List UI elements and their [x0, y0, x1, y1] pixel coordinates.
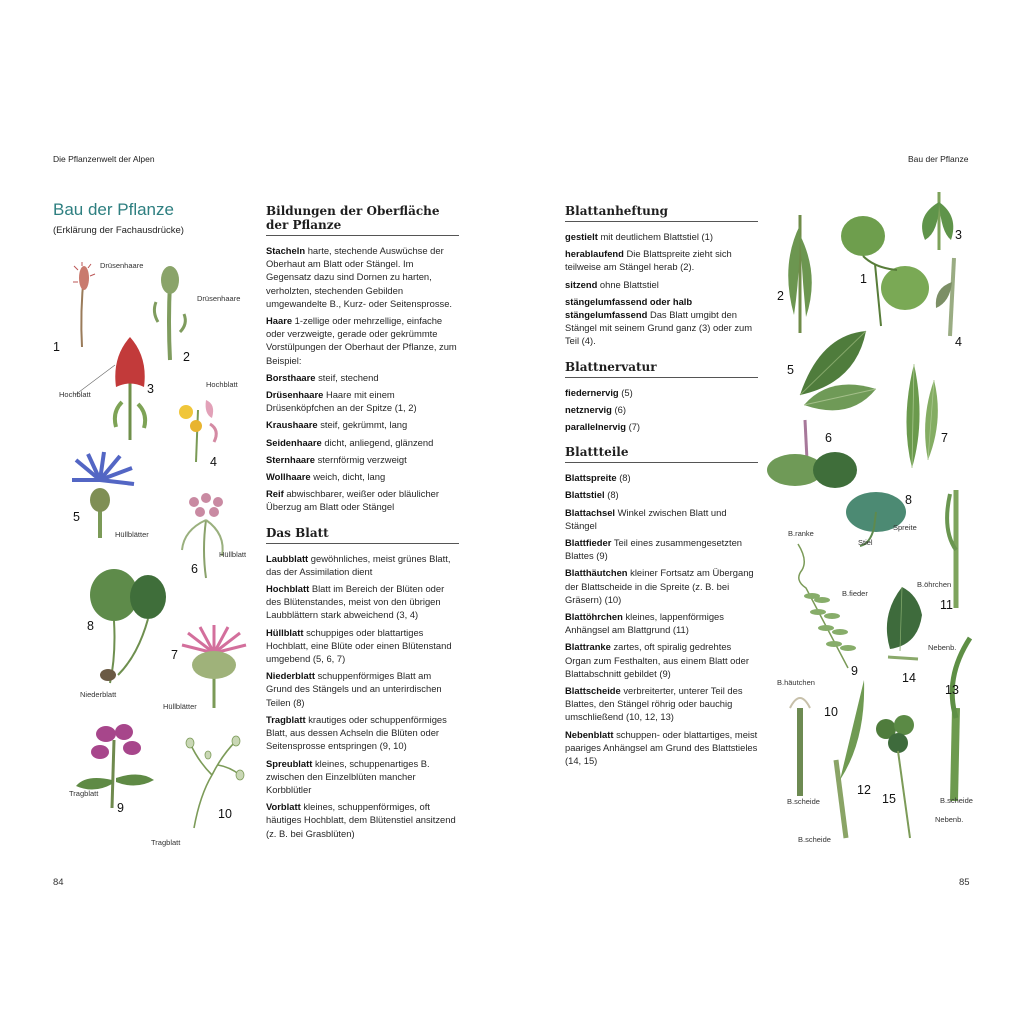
illustration-10-branching-plant: [178, 735, 248, 830]
illustration-r8-leaf-blade-stalk: [842, 488, 912, 548]
glossary-definition: weich, dicht, lang: [313, 471, 386, 483]
glossary-entry: [565, 247, 758, 273]
section-heading: Bildungen der Oberfläche der Pflanze: [266, 204, 459, 236]
fig-number-3: 3: [147, 382, 154, 396]
glossary-definition: kleines, schuppenförmiges, oft häutiges Hochblatt, dem Blütenstiel ansitzend (z. B. bei Grasblüten): [266, 801, 456, 839]
glossary-entry: [266, 800, 459, 840]
illustration-r13-grass-sheath: [934, 638, 974, 803]
glossary-definition: kleines, schuppenartiges B. zwischen den Einzelblüten mancher Korbblütler: [266, 757, 430, 795]
glossary-definition: schuppen- oder blattartiges, meist paariges Anhängsel am Grund des Blattstieles (14, 15): [565, 728, 758, 767]
illustration-5-cornflower: [62, 450, 142, 540]
glossary-term: Drüsenhaare: [266, 389, 324, 401]
glossary-term: Vorblatt: [266, 801, 301, 813]
fig-number-r4: 4: [955, 335, 962, 349]
fig-number-4: 4: [210, 455, 217, 469]
glossary-term: Blattfieder: [565, 537, 612, 549]
section-heading: Blattanheftung: [565, 204, 758, 222]
fig-number-r7: 7: [941, 431, 948, 445]
label-nebenb-15: Nebenb.: [935, 815, 964, 824]
glossary-entry: [266, 626, 459, 666]
page-title: Bau der Pflanze: [53, 200, 174, 219]
glossary-entry: [565, 488, 758, 501]
label-bscheide-12: B.scheide: [798, 835, 831, 844]
label-huellblatt-6: Hüllblatt: [219, 550, 247, 559]
glossary-definition: steif, gekrümmt, lang: [320, 419, 408, 431]
glossary-entry: [266, 436, 459, 449]
fig-number-7: 7: [171, 648, 178, 662]
glossary-term: Reif: [266, 488, 284, 500]
fig-number-r8: 8: [905, 493, 912, 507]
label-tragblatt-9: Tragblatt: [69, 789, 99, 798]
glossary-definition: 1-zellige oder mehrzellige, einfache oder verzweigte, gerade oder gekrümmte Vorstülpungen der Oberhaut der Pflanze, zum Beispiel:: [266, 315, 457, 366]
glossary-entry: [266, 552, 459, 578]
glossary-entry: [266, 418, 459, 431]
glossary-term: Seidenhaare: [266, 436, 322, 448]
glossary-entry: [565, 420, 758, 433]
running-head-left: Die Pflanzenwelt der Alpen: [53, 154, 155, 164]
glossary-term: Laubblatt: [266, 552, 309, 564]
fig-number-10: 10: [218, 807, 232, 821]
glossary-term: fiedernervig: [565, 386, 619, 398]
page-number-left: 84: [53, 877, 64, 888]
glossary-term: Spreublatt: [266, 757, 313, 769]
illustration-r6-net-veined-leaves: [765, 420, 865, 495]
glossary-definition: ohne Blattstiel: [599, 278, 659, 290]
glossary-entry: [266, 453, 459, 466]
glossary-entry: [565, 640, 758, 680]
illustration-r10-grass-ligule: [780, 688, 820, 798]
glossary-term: Nebenblatt: [565, 728, 614, 740]
glossary-term: Haare: [266, 315, 293, 327]
glossary-term: Hochblatt: [266, 583, 310, 595]
fig-number-9: 9: [117, 801, 124, 815]
fig-number-r5: 5: [787, 363, 794, 377]
glossary-term: gestielt: [565, 231, 598, 242]
glossary-definition: gewöhnliches, meist grünes Blatt, das der Assimilation dient: [266, 552, 451, 577]
glossary-term: Stacheln: [266, 245, 306, 256]
glossary-term: Wollhaare: [266, 471, 311, 483]
fig-number-r1: 1: [860, 272, 867, 286]
label-bscheide-13: B.scheide: [940, 796, 973, 805]
fig-number-5: 5: [73, 510, 80, 524]
glossary-definition: Haare mit einem Drüsenköpfchen an der Spitze (1, 2): [266, 389, 417, 414]
label-spreite: Spreite: [893, 523, 917, 532]
fig-number-r6: 6: [825, 431, 832, 445]
fig-number-r15: 15: [882, 792, 896, 806]
label-huellblaetter-7: Hüllblätter: [163, 702, 197, 711]
glossary-term: Blattranke: [565, 641, 611, 653]
page-subtitle: (Erklärung der Fachausdrücke): [53, 225, 184, 236]
label-niederblatt-8: Niederblatt: [80, 690, 117, 699]
illustration-r5-pinnate-veined-leaves: [790, 325, 880, 425]
glossary-term: herablaufend: [565, 248, 624, 260]
glossary-definition: steif, stechend: [318, 371, 379, 383]
glossary-entry: [266, 371, 459, 384]
glossary-definition: (8): [619, 472, 631, 484]
illustration-4-yellow-flower: [172, 390, 232, 465]
glossary-entry: [266, 669, 459, 709]
glossary-entry: [266, 470, 459, 483]
glossary-definition: verbreiterter, unterer Teil des Blattes, den Stängel röhrig oder bauchig umschließend (10, 12, 13): [565, 685, 743, 723]
glossary-definition: (5): [621, 386, 633, 398]
label-druesenhaare-1: Drüsenhaare: [100, 261, 144, 270]
glossary-definition: Das Blatt umgibt den Stängel mit seinem Grund ganz (3) oder zum Teil (4).: [565, 309, 753, 347]
glossary-term: Sternhaare: [266, 453, 315, 465]
glossary-definition: Teil eines zusammengesetzten Blattes (9): [565, 537, 743, 562]
running-head-right: Bau der Pflanze: [908, 154, 969, 164]
fig-number-r9: 9: [851, 664, 858, 678]
fig-number-2: 2: [183, 350, 190, 364]
glossary-entry: [266, 713, 459, 753]
page-number-right: 85: [959, 877, 970, 888]
label-bfieder: B.fieder: [842, 589, 868, 598]
glossary-term: Borsthaare: [266, 371, 316, 383]
fig-number-r2: 2: [777, 289, 784, 303]
glossary-term: Blatthäutchen: [565, 567, 628, 579]
illustration-r2-decurrent-leaf: [770, 205, 830, 335]
fig-number-r13: 13: [945, 683, 959, 697]
section-heading: Blattteile: [565, 445, 758, 463]
glossary-entry: [565, 536, 758, 562]
glossary-definition: (7): [628, 421, 641, 433]
glossary-definition: Winkel zwischen Blatt und Stängel: [565, 506, 727, 531]
label-bscheide-10: B.scheide: [787, 797, 820, 806]
glossary-entry: [565, 403, 758, 416]
glossary-definition: Blatt im Bereich der Blüten oder des Blütenstandes, meist von den übrigen Laubblättern stark abweichend (3, 4): [266, 583, 445, 621]
label-bhaeutchen: B.häutchen: [777, 678, 815, 687]
glossary-entry: [565, 610, 758, 636]
glossary-definition: mit deutlichem Blattstiel (1): [600, 231, 713, 242]
label-druesenhaare-2: Drüsenhaare: [197, 294, 241, 303]
label-stiel: Stiel: [858, 538, 873, 547]
fig-number-1: 1: [53, 340, 60, 354]
section-heading: Das Blatt: [266, 526, 459, 544]
fig-number-6: 6: [191, 562, 198, 576]
glossary-definition: dicht, anliegend, glänzend: [324, 436, 434, 448]
glossary-term: netznervig: [565, 403, 612, 415]
glossary-definition: zartes, oft spiralig gedrehtes Organ zum Festhalten, aus einem Blatt oder Blattabschnitt gebildet (9): [565, 641, 749, 679]
glossary-entry: [266, 487, 459, 513]
illustration-r14-leaf-stipules: [878, 585, 928, 665]
glossary-entry: [565, 506, 758, 532]
illustration-r3-clasping-leaf: [915, 192, 963, 252]
illustration-6-allium: [172, 490, 242, 580]
illustration-r12-leaf-sheath: [826, 680, 876, 840]
illustration-r15-trifoliate-stipules: [872, 715, 932, 840]
section-heading: Blattnervatur: [565, 360, 758, 378]
label-huellblaetter-5: Hüllblätter: [115, 530, 149, 539]
glossary-definition: krautiges oder schuppenförmiges Blatt, aus dessen Achseln die Blüten oder Seitensprosse entspringen (9, 10): [266, 713, 447, 752]
glossary-definition: schuppenförmiges Blatt am Grund des Stängels und an unterirdischen Teilen (8): [266, 670, 442, 708]
glossary-entry: [565, 230, 758, 243]
illustration-r4-half-clasping-leaf: [930, 258, 970, 338]
left-text-column: [266, 204, 459, 844]
glossary-entry: [266, 582, 459, 622]
glossary-entry: [565, 471, 758, 484]
glossary-term: sitzend: [565, 278, 598, 290]
glossary-entry: [266, 388, 459, 414]
glossary-entry: [565, 684, 758, 724]
glossary-definition: (6): [614, 403, 626, 415]
glossary-term: Blattachsel: [565, 506, 616, 518]
glossary-definition: kleiner Fortsatz am Übergang der Blattscheide in die Spreite (z. B. bei Gräsern) (10): [565, 567, 754, 605]
glossary-entry: [565, 728, 758, 768]
glossary-entry: [266, 757, 459, 797]
illustration-r11-auricle: [940, 490, 970, 610]
glossary-term: Blattspreite: [565, 472, 617, 484]
glossary-definition: abwischbarer, weißer oder bläulicher Überzug am Blatt oder Stängel: [266, 488, 440, 513]
glossary-definition: sternförmig verzweigt: [317, 453, 407, 465]
fig-number-r3: 3: [955, 228, 962, 242]
glossary-term: parallelnervig: [565, 421, 626, 433]
glossary-term: Niederblatt: [266, 670, 315, 682]
glossary-entry: [266, 244, 459, 310]
glossary-term: Blattscheide: [565, 685, 621, 697]
illustration-r7-parallel-veined-leaves: [898, 360, 948, 470]
label-hochblatt-1: Hochblatt: [59, 390, 91, 399]
glossary-entry: [565, 386, 758, 399]
glossary-term: Kraushaare: [266, 419, 318, 431]
glossary-definition: schuppiges oder blattartiges Hochblatt, eine Blüte oder einen Blütenstand umgebend (5, 6, 7): [266, 626, 452, 665]
glossary-term: Blattstiel: [565, 489, 605, 501]
fig-number-r14: 14: [902, 671, 916, 685]
glossary-term: Tragblatt: [266, 713, 306, 725]
label-nebenb-14: Nebenb.: [928, 643, 957, 652]
glossary-entry: [565, 295, 758, 348]
glossary-definition: Die Blattspreite zieht sich teilweise am Stängel herab (2).: [565, 248, 732, 273]
glossary-definition: kleines, lappenförmiges Anhängsel am Blattgrund (11): [565, 611, 724, 636]
glossary-entry: [266, 314, 459, 367]
glossary-definition: (8): [607, 489, 619, 501]
glossary-term: stängelumfassend oder halb stängelumfassend: [565, 295, 693, 321]
illustration-r9-pinnate-leaf-tendril: [788, 540, 868, 670]
label-hochblatt-2: Hochblatt: [206, 380, 238, 389]
label-boehrchen: B.öhrchen: [917, 580, 952, 589]
glossary-definition: harte, stechende Auswüchse der Oberhaut am Blatt oder Stängel. Im Gegensatz dazu sind Dornen zu harten, verholzten, stechenden Gebilden umgewandelte B., Kurz- oder Seitensprosse.: [266, 245, 453, 309]
glossary-entry: [565, 566, 758, 606]
glossary-term: Hüllblatt: [266, 626, 304, 638]
glossary-entry: [565, 278, 758, 291]
fig-number-r12: 12: [857, 783, 871, 797]
label-branke: B.ranke: [788, 529, 814, 538]
glossary-term: Blattöhrchen: [565, 611, 623, 623]
fig-number-r11: 11: [940, 598, 953, 612]
fig-number-r10: 10: [824, 705, 838, 719]
fig-number-8: 8: [87, 619, 94, 633]
label-tragblatt-10: Tragblatt: [151, 838, 181, 847]
right-text-column: [565, 204, 758, 771]
illustration-7-thistle: [178, 625, 250, 710]
